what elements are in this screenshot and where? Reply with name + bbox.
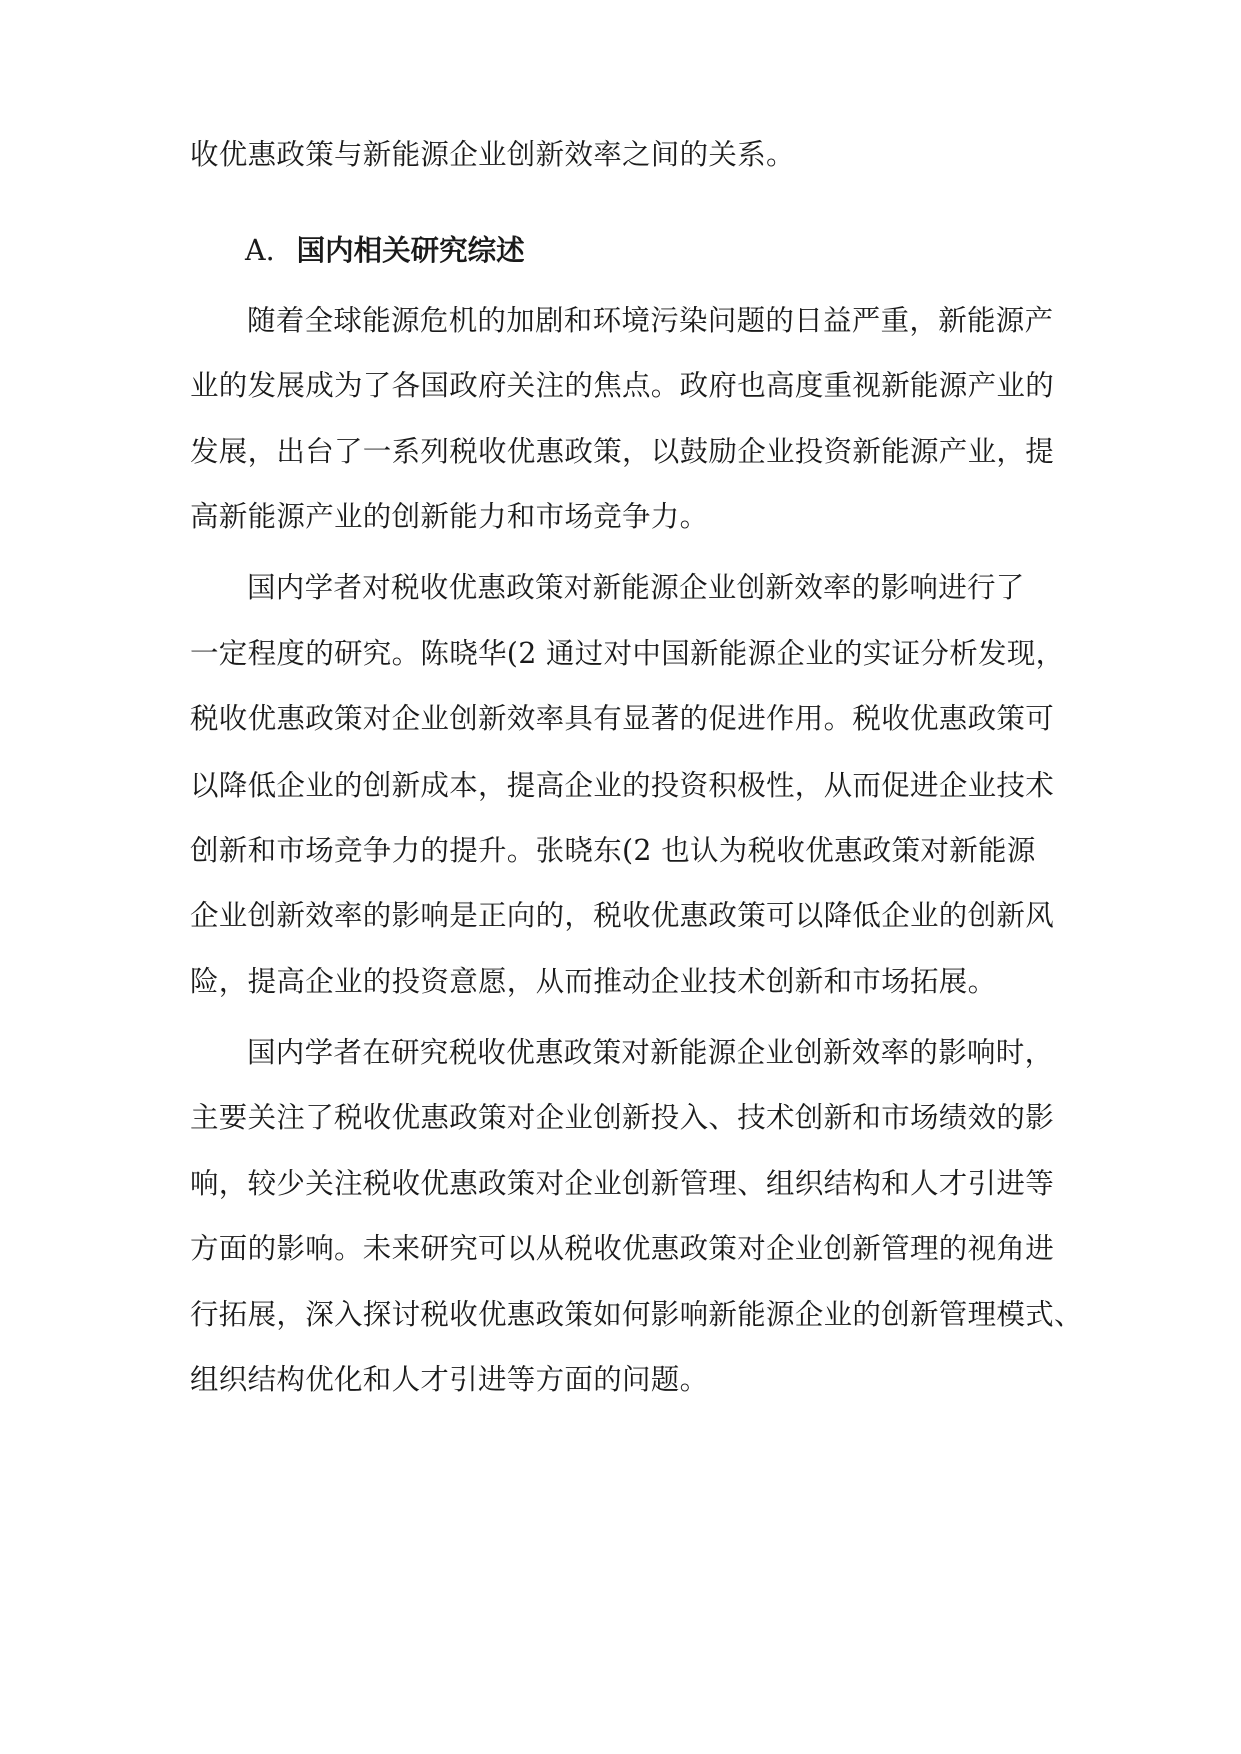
paragraph-2-line-5: 创新和市场竞争力的提升。张晓东(2 也认为税收优惠政策对新能源 — [190, 834, 1036, 867]
paragraph-3-line-6: 组织结构优化和人才引进等方面的问题。 — [190, 1363, 709, 1396]
section-number: A. — [245, 234, 275, 267]
paragraph-3-line-4: 方面的影响。未来研究可以从税收优惠政策对企业创新管理的视角进 — [190, 1232, 1055, 1265]
paragraph-2-line-7: 险，提高企业的投资意愿，从而推动企业技术创新和市场拓展。 — [190, 965, 997, 998]
section-heading — [245, 230, 525, 271]
paragraph-1-line-3: 发展，出台了一系列税收优惠政策，以鼓励企业投资新能源产业，提 — [190, 435, 1055, 468]
paragraph-2-line-2: 一定程度的研究。陈晓华(2 通过对中国新能源企业的实证分析发现， — [190, 637, 1065, 670]
section-title: 国内相关研究综述 — [296, 233, 525, 267]
paragraph-2-line-6: 企业创新效率的影响是正向的，税收优惠政策可以降低企业的创新风 — [190, 899, 1055, 932]
paragraph-3-line-5: 行拓展，深入探讨税收优惠政策如何影响新能源企业的创新管理模式、 — [190, 1298, 1083, 1331]
paragraph-2-line-3: 税收优惠政策对企业创新效率具有显著的促进作用。税收优惠政策可 — [190, 702, 1055, 735]
paragraph-1-line-1: 随着全球能源危机的加剧和环境污染问题的日益严重，新能源产 — [247, 304, 1054, 337]
paragraph-2-line-1: 国内学者对税收优惠政策对新能源企业创新效率的影响进行了 — [247, 571, 1025, 604]
paragraph-1-line-2: 业的发展成为了各国政府关注的焦点。政府也高度重视新能源产业的 — [190, 369, 1055, 402]
paragraph-3-line-2: 主要关注了税收优惠政策对企业创新投入、技术创新和市场绩效的影 — [190, 1101, 1055, 1134]
continuation-line: 收优惠政策与新能源企业创新效率之间的关系。 — [190, 138, 795, 171]
paragraph-1-line-4: 高新能源产业的创新能力和市场竞争力。 — [190, 500, 709, 533]
paragraph-3-line-1: 国内学者在研究税收优惠政策对新能源企业创新效率的影响时， — [247, 1036, 1054, 1069]
paragraph-2-line-4: 以降低企业的创新成本，提高企业的投资积极性，从而促进企业技术 — [190, 769, 1055, 802]
paragraph-3-line-3: 响，较少关注税收优惠政策对企业创新管理、组织结构和人才引进等 — [190, 1167, 1055, 1200]
